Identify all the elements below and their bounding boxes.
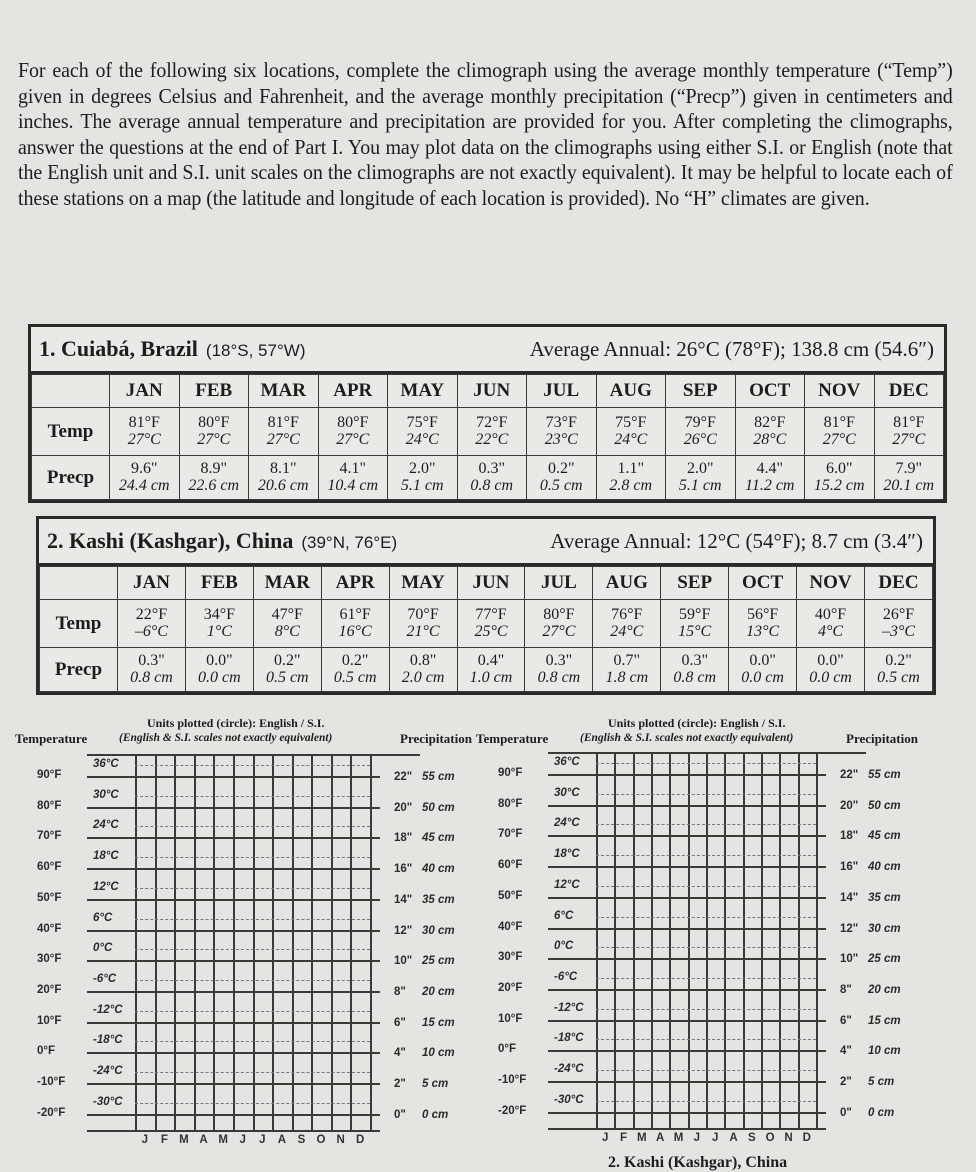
precip-cm-tick: 20 cm xyxy=(422,985,455,998)
precip-cm-tick: 40 cm xyxy=(422,863,455,876)
precip-cm-tick: 25 cm xyxy=(422,955,455,968)
row-label-temp: Temp xyxy=(40,600,118,648)
month-header: JAN xyxy=(118,567,186,600)
month-header: FEB xyxy=(179,375,249,408)
grid-c-line xyxy=(135,1041,370,1042)
grid-vline xyxy=(331,754,333,1130)
precip-cm-tick: 25 cm xyxy=(868,953,901,966)
grid-c-line xyxy=(135,765,370,766)
units-plotted-label: Units plotted (circle): English / S.I. xyxy=(147,716,325,730)
grid-vline xyxy=(651,752,653,1128)
temp-c-tick: 18°C xyxy=(554,848,580,861)
temp-f-tick: 60°F xyxy=(37,861,62,874)
grid-c-line xyxy=(135,919,370,920)
temp-c-tick: 0°C xyxy=(554,940,574,953)
month-header: JUN xyxy=(457,375,527,408)
temp-c-tick: -30°C xyxy=(93,1095,123,1108)
grid-vline xyxy=(194,754,196,1130)
temp-c-tick: -12°C xyxy=(93,1003,123,1016)
temp-cell: 22°F –6°C xyxy=(118,600,186,648)
grid-f-line xyxy=(548,1081,826,1083)
precp-cell: 0.2" 0.5 cm xyxy=(321,648,389,692)
precip-in-tick: 22" xyxy=(394,771,413,783)
month-letter: N xyxy=(336,1134,345,1147)
temp-cell: 80°F 27°C xyxy=(179,408,249,456)
temp-f-tick: 20°F xyxy=(37,983,62,996)
temp-f-tick: 0°F xyxy=(37,1045,56,1058)
grid-bottom-line xyxy=(548,1128,826,1130)
grid-f-line xyxy=(548,774,826,776)
temp-c-tick: 18°C xyxy=(93,850,119,863)
month-header: APR xyxy=(321,567,389,600)
grid-c-line xyxy=(135,888,370,889)
scale-note: (English & S.I. scales not exactly equivalent) xyxy=(580,732,794,744)
temp-c-tick: 12°C xyxy=(554,878,580,891)
precp-cell: 2.0" 5.1 cm xyxy=(666,456,736,500)
precip-cm-tick: 55 cm xyxy=(422,771,455,783)
table-corner xyxy=(40,567,118,600)
precp-cell: 0.0" 0.0 cm xyxy=(729,648,797,692)
precip-in-tick: 18" xyxy=(840,830,859,843)
precip-in-tick: 20" xyxy=(394,801,413,814)
grid-vline xyxy=(633,752,635,1128)
precp-cell: 0.4" 1.0 cm xyxy=(457,648,525,692)
grid-vline xyxy=(688,752,690,1128)
precp-cell: 0.3" 0.8 cm xyxy=(457,456,527,500)
month-header: MAR xyxy=(253,567,321,600)
temp-c-tick: 36°C xyxy=(93,758,119,770)
month-header: FEB xyxy=(185,567,253,600)
temp-c-tick: -18°C xyxy=(93,1034,123,1047)
precip-in-tick: 4" xyxy=(840,1045,852,1058)
grid-f-line xyxy=(548,897,826,899)
precip-cm-tick: 10 cm xyxy=(422,1047,455,1060)
precp-cell: 6.0" 15.2 cm xyxy=(805,456,875,500)
precip-cm-tick: 55 cm xyxy=(868,769,901,781)
temp-f-tick: 80°F xyxy=(37,799,62,812)
month-letter: N xyxy=(784,1132,793,1145)
chart-caption: 2. Kashi (Kashgar), China xyxy=(608,1154,788,1172)
temp-cell: 26°F –3°C xyxy=(864,600,932,648)
temp-c-tick: -18°C xyxy=(554,1032,584,1045)
temp-f-tick: 60°F xyxy=(498,859,523,872)
grid-c-line xyxy=(596,1009,816,1010)
grid-vline xyxy=(253,754,255,1130)
grid-vline xyxy=(816,752,818,1128)
month-header: MAY xyxy=(388,375,458,408)
temp-cell: 81°F 27°C xyxy=(249,408,319,456)
station-coords: (18°S, 57°W) xyxy=(205,341,306,360)
grid-f-line xyxy=(87,807,380,809)
precip-cm-tick: 5 cm xyxy=(422,1078,449,1090)
precip-cm-tick: 20 cm xyxy=(868,983,901,996)
temp-c-tick: -24°C xyxy=(93,1065,123,1077)
temp-cell: 61°F 16°C xyxy=(321,600,389,648)
precip-in-tick: 8" xyxy=(840,983,852,996)
grid-c-line xyxy=(135,857,370,858)
precipitation-heading: Precipitation xyxy=(400,731,472,746)
temp-c-tick: 0°C xyxy=(93,942,113,955)
month-header: NOV xyxy=(797,567,865,600)
month-header: JAN xyxy=(110,375,180,408)
grid-vline xyxy=(272,754,274,1130)
grid-f-line xyxy=(87,1114,380,1116)
month-header: APR xyxy=(318,375,388,408)
precp-cell: 0.0" 0.0 cm xyxy=(185,648,253,692)
temp-c-tick: 30°C xyxy=(554,786,580,799)
climograph-kashi xyxy=(476,700,976,1172)
temp-c-tick: 24°C xyxy=(93,819,119,832)
precip-cm-tick: 30 cm xyxy=(422,924,455,937)
grid-f-line xyxy=(87,1022,380,1024)
month-letter: F xyxy=(160,1134,168,1147)
temp-f-tick: -20°F xyxy=(498,1104,527,1117)
temperature-heading: Temperature xyxy=(476,731,549,746)
precip-cm-tick: 50 cm xyxy=(422,801,455,814)
temp-c-tick: -24°C xyxy=(554,1063,584,1075)
temp-c-tick: 36°C xyxy=(554,756,580,768)
temp-cell: 81°F 27°C xyxy=(805,408,875,456)
temp-cell: 80°F 27°C xyxy=(525,600,593,648)
grid-f-line xyxy=(548,805,826,807)
temp-f-tick: 30°F xyxy=(498,951,523,964)
precip-in-tick: 8" xyxy=(394,985,406,998)
grid-c-line xyxy=(135,796,370,797)
climate-table xyxy=(31,374,944,500)
grid-c-line xyxy=(135,949,370,950)
precip-in-tick: 0" xyxy=(394,1108,406,1121)
month-letter: O xyxy=(316,1134,326,1147)
grid-f-line xyxy=(548,835,826,837)
grid-f-line xyxy=(548,1020,826,1022)
precip-in-tick: 16" xyxy=(840,861,859,874)
precip-in-tick: 6" xyxy=(394,1016,406,1029)
precip-in-tick: 2" xyxy=(394,1078,406,1090)
month-header: SEP xyxy=(661,567,729,600)
temp-c-tick: -6°C xyxy=(554,970,578,983)
grid-vline xyxy=(706,752,708,1128)
grid-c-line xyxy=(596,1039,816,1040)
row-label-precp: Precp xyxy=(32,456,110,500)
grid-vline xyxy=(724,752,726,1128)
precip-in-tick: 16" xyxy=(394,863,413,876)
grid-vline xyxy=(798,752,800,1128)
grid-vline xyxy=(135,754,137,1130)
temp-cell: 47°F 8°C xyxy=(253,600,321,648)
grid-c-line xyxy=(596,1101,816,1102)
station-coords: (39°N, 76°E) xyxy=(301,533,398,552)
grid-vline xyxy=(174,754,176,1130)
grid-f-line xyxy=(87,991,380,993)
grid-f-line xyxy=(87,868,380,870)
precip-in-tick: 18" xyxy=(394,832,413,845)
month-letter: D xyxy=(802,1132,811,1145)
temp-f-tick: 80°F xyxy=(498,797,523,810)
temp-f-tick: 50°F xyxy=(37,891,62,904)
grid-f-line xyxy=(87,1052,380,1054)
month-header: AUG xyxy=(596,375,666,408)
temp-f-tick: 90°F xyxy=(37,769,62,781)
precip-cm-tick: 50 cm xyxy=(868,799,901,812)
temp-cell: 80°F 27°C xyxy=(318,408,388,456)
grid-vline xyxy=(292,754,294,1130)
month-letter: A xyxy=(277,1134,287,1147)
precip-in-tick: 0" xyxy=(840,1106,852,1119)
precip-cm-tick: 0 cm xyxy=(868,1106,895,1119)
month-header: NOV xyxy=(805,375,875,408)
temp-cell: 75°F 24°C xyxy=(388,408,458,456)
temp-cell: 72°F 22°C xyxy=(457,408,527,456)
precip-cm-tick: 40 cm xyxy=(868,861,901,874)
precip-in-tick: 2" xyxy=(840,1076,852,1088)
precip-cm-tick: 30 cm xyxy=(868,922,901,935)
grid-vline xyxy=(350,754,352,1130)
temp-cell: 70°F 21°C xyxy=(389,600,457,648)
station-annual: Average Annual: 26°C (78°F); 138.8 cm (54.6″) xyxy=(529,336,934,361)
month-letter: A xyxy=(729,1132,738,1145)
grid-f-line xyxy=(87,899,380,901)
station-name: 2. Kashi (Kashgar), China xyxy=(47,528,294,553)
temp-cell: 59°F 15°C xyxy=(661,600,729,648)
grid-f-line xyxy=(87,930,380,932)
temp-cell: 34°F 1°C xyxy=(185,600,253,648)
month-letter: O xyxy=(765,1132,775,1145)
temp-c-tick: 6°C xyxy=(554,909,574,922)
temp-f-tick: 30°F xyxy=(37,953,62,966)
precp-cell: 1.1" 2.8 cm xyxy=(596,456,666,500)
precip-cm-tick: 5 cm xyxy=(868,1076,895,1088)
temp-cell: 82°F 28°C xyxy=(735,408,805,456)
grid-f-line xyxy=(87,1083,380,1085)
precp-cell: 2.0" 5.1 cm xyxy=(388,456,458,500)
precp-cell: 8.1" 20.6 cm xyxy=(249,456,319,500)
grid-c-line xyxy=(596,1070,816,1071)
grid-vline xyxy=(155,754,157,1130)
row-label-precp: Precp xyxy=(40,648,118,692)
precip-cm-tick: 15 cm xyxy=(868,1014,901,1027)
month-letter: J xyxy=(601,1132,609,1145)
precp-cell: 0.2" 0.5 cm xyxy=(527,456,597,500)
precip-cm-tick: 0 cm xyxy=(422,1108,449,1121)
month-letter: S xyxy=(747,1132,756,1145)
temp-c-tick: 12°C xyxy=(93,880,119,893)
month-letter: J xyxy=(239,1134,246,1147)
precip-in-tick: 14" xyxy=(840,891,859,904)
grid-c-line xyxy=(596,855,816,856)
grid-c-line xyxy=(596,886,816,887)
temp-f-tick: 40°F xyxy=(498,920,523,933)
temp-f-tick: -10°F xyxy=(498,1074,527,1086)
precp-cell: 0.3" 0.8 cm xyxy=(661,648,729,692)
month-letter: J xyxy=(693,1132,701,1145)
month-letter: F xyxy=(619,1132,628,1145)
month-letter: S xyxy=(297,1134,306,1147)
precip-cm-tick: 10 cm xyxy=(868,1045,901,1058)
grid-f-line xyxy=(548,958,826,960)
climate-table xyxy=(39,566,933,692)
grid-c-line xyxy=(135,826,370,827)
month-letter: M xyxy=(179,1134,189,1147)
month-letter: A xyxy=(656,1132,665,1145)
grid-c-line xyxy=(135,1011,370,1012)
temp-cell: 73°F 23°C xyxy=(527,408,597,456)
precip-in-tick: 10" xyxy=(840,953,859,966)
temperature-heading: Temperature xyxy=(15,731,88,746)
grid-vline xyxy=(614,752,616,1128)
station-annual: Average Annual: 12°C (54°F); 8.7 cm (3.4″) xyxy=(550,528,923,553)
temp-cell: 40°F 4°C xyxy=(797,600,865,648)
precipitation-heading: Precipitation xyxy=(846,731,918,746)
month-header: DEC xyxy=(874,375,944,408)
grid-f-line xyxy=(548,1112,826,1114)
month-header: OCT xyxy=(729,567,797,600)
precip-in-tick: 12" xyxy=(394,924,413,937)
grid-f-line xyxy=(548,928,826,930)
temp-cell: 76°F 24°C xyxy=(593,600,661,648)
precp-cell: 0.8" 2.0 cm xyxy=(389,648,457,692)
station-table-cuiaba xyxy=(28,324,947,503)
precip-in-tick: 14" xyxy=(394,893,413,906)
temp-c-tick: 30°C xyxy=(93,788,119,801)
precp-cell: 4.1" 10.4 cm xyxy=(318,456,388,500)
month-header: SEP xyxy=(666,375,736,408)
grid-f-line xyxy=(548,1050,826,1052)
month-header: MAY xyxy=(389,567,457,600)
temp-cell: 79°F 26°C xyxy=(666,408,736,456)
precp-cell: 0.7" 1.8 cm xyxy=(593,648,661,692)
row-label-temp: Temp xyxy=(32,408,110,456)
temp-c-tick: 24°C xyxy=(554,817,580,830)
temp-cell: 81°F 27°C xyxy=(874,408,944,456)
units-plotted-label: Units plotted (circle): English / S.I. xyxy=(608,716,786,730)
precip-in-tick: 22" xyxy=(840,769,859,781)
grid-c-line xyxy=(596,763,816,764)
month-header: JUN xyxy=(457,567,525,600)
precp-cell: 8.9" 22.6 cm xyxy=(179,456,249,500)
grid-vline xyxy=(311,754,313,1130)
grid-f-line xyxy=(548,989,826,991)
temp-cell: 56°F 13°C xyxy=(729,600,797,648)
precip-in-tick: 12" xyxy=(840,922,859,935)
instructions-paragraph: For each of the following six locations, complete the climograph using the average monthly temperature (“Temp”) given in degrees Celsius and Fahrenheit, and the average monthly precipitation (“Precp”) given in centimeters and inches. The average annual temperature and precipitation are provided for you. After completing the climographs, answer the questions at the end of Part I. You may plot data on the climographs using either S.I. or English (note that the English unit and S.I. unit scales on the climographs are not exactly equivalent). It may be helpful to locate each of these stations on a map (the latitude and longitude of each location is provided). No “H” climates are given. xyxy=(18,58,953,210)
month-header: JUL xyxy=(525,567,593,600)
month-letter: M xyxy=(218,1134,228,1147)
grid-f-line xyxy=(87,776,380,778)
grid-c-line xyxy=(135,1103,370,1104)
month-header: OCT xyxy=(735,375,805,408)
grid-bottom-line xyxy=(87,1130,380,1132)
temp-cell: 75°F 24°C xyxy=(596,408,666,456)
month-letter: M xyxy=(637,1132,647,1145)
precp-cell: 0.2" 0.5 cm xyxy=(253,648,321,692)
grid-vline xyxy=(761,752,763,1128)
month-header: DEC xyxy=(864,567,932,600)
temp-f-tick: 50°F xyxy=(498,889,523,902)
month-letter: J xyxy=(141,1134,148,1147)
grid-f-line xyxy=(548,866,826,868)
grid-vline xyxy=(779,752,781,1128)
month-letter: J xyxy=(259,1134,266,1147)
temp-c-tick: 6°C xyxy=(93,911,113,924)
temp-cell: 77°F 25°C xyxy=(457,600,525,648)
precp-cell: 0.3" 0.8 cm xyxy=(118,648,186,692)
precip-cm-tick: 35 cm xyxy=(868,891,901,904)
grid-f-line xyxy=(87,837,380,839)
precip-in-tick: 10" xyxy=(394,955,413,968)
month-letter: M xyxy=(673,1132,684,1145)
precip-in-tick: 6" xyxy=(840,1014,852,1027)
precip-cm-tick: 45 cm xyxy=(868,830,901,843)
precp-cell: 0.3" 0.8 cm xyxy=(525,648,593,692)
grid-vline xyxy=(213,754,215,1130)
precp-cell: 9.6" 24.4 cm xyxy=(110,456,180,500)
precip-cm-tick: 45 cm xyxy=(422,832,455,845)
precp-cell: 0.0" 0.0 cm xyxy=(797,648,865,692)
temp-f-tick: -10°F xyxy=(37,1076,66,1088)
temp-f-tick: 40°F xyxy=(37,922,62,935)
precip-cm-tick: 15 cm xyxy=(422,1016,455,1029)
grid-c-line xyxy=(596,917,816,918)
month-letter: A xyxy=(199,1134,208,1147)
temp-f-tick: -20°F xyxy=(37,1106,66,1119)
scale-note: (English & S.I. scales not exactly equivalent) xyxy=(119,732,333,744)
station-table-kashi xyxy=(36,516,936,695)
precp-cell: 0.2" 0.5 cm xyxy=(864,648,932,692)
month-header: JUL xyxy=(527,375,597,408)
temp-f-tick: 70°F xyxy=(498,828,523,841)
month-letter: J xyxy=(711,1132,719,1145)
precp-cell: 4.4" 11.2 cm xyxy=(735,456,805,500)
temp-f-tick: 10°F xyxy=(498,1012,523,1025)
temp-c-tick: -6°C xyxy=(93,972,117,985)
grid-c-line xyxy=(135,1072,370,1073)
precp-cell: 7.9" 20.1 cm xyxy=(874,456,944,500)
temp-f-tick: 20°F xyxy=(498,981,523,994)
grid-c-line xyxy=(596,794,816,795)
grid-vline xyxy=(596,752,598,1128)
month-header: AUG xyxy=(593,567,661,600)
grid-vline xyxy=(370,754,372,1130)
temp-f-tick: 0°F xyxy=(498,1043,517,1056)
station-name: 1. Cuiabá, Brazil xyxy=(39,336,198,361)
grid-vline xyxy=(233,754,235,1130)
grid-vline xyxy=(743,752,745,1128)
temp-c-tick: -30°C xyxy=(554,1093,584,1106)
month-header: MAR xyxy=(249,375,319,408)
table-corner xyxy=(32,375,110,408)
grid-f-line xyxy=(87,960,380,962)
grid-c-line xyxy=(596,947,816,948)
month-letter: D xyxy=(356,1134,365,1147)
temp-f-tick: 10°F xyxy=(37,1014,62,1027)
precip-in-tick: 20" xyxy=(840,799,859,812)
precip-cm-tick: 35 cm xyxy=(422,893,455,906)
temp-cell: 81°F 27°C xyxy=(110,408,180,456)
grid-vline xyxy=(669,752,671,1128)
grid-c-line xyxy=(596,978,816,979)
temp-c-tick: -12°C xyxy=(554,1001,584,1014)
temp-f-tick: 90°F xyxy=(498,767,523,779)
temp-f-tick: 70°F xyxy=(37,830,62,843)
grid-c-line xyxy=(596,824,816,825)
climograph-cuiaba xyxy=(0,700,490,1160)
precip-in-tick: 4" xyxy=(394,1047,406,1060)
grid-c-line xyxy=(135,980,370,981)
